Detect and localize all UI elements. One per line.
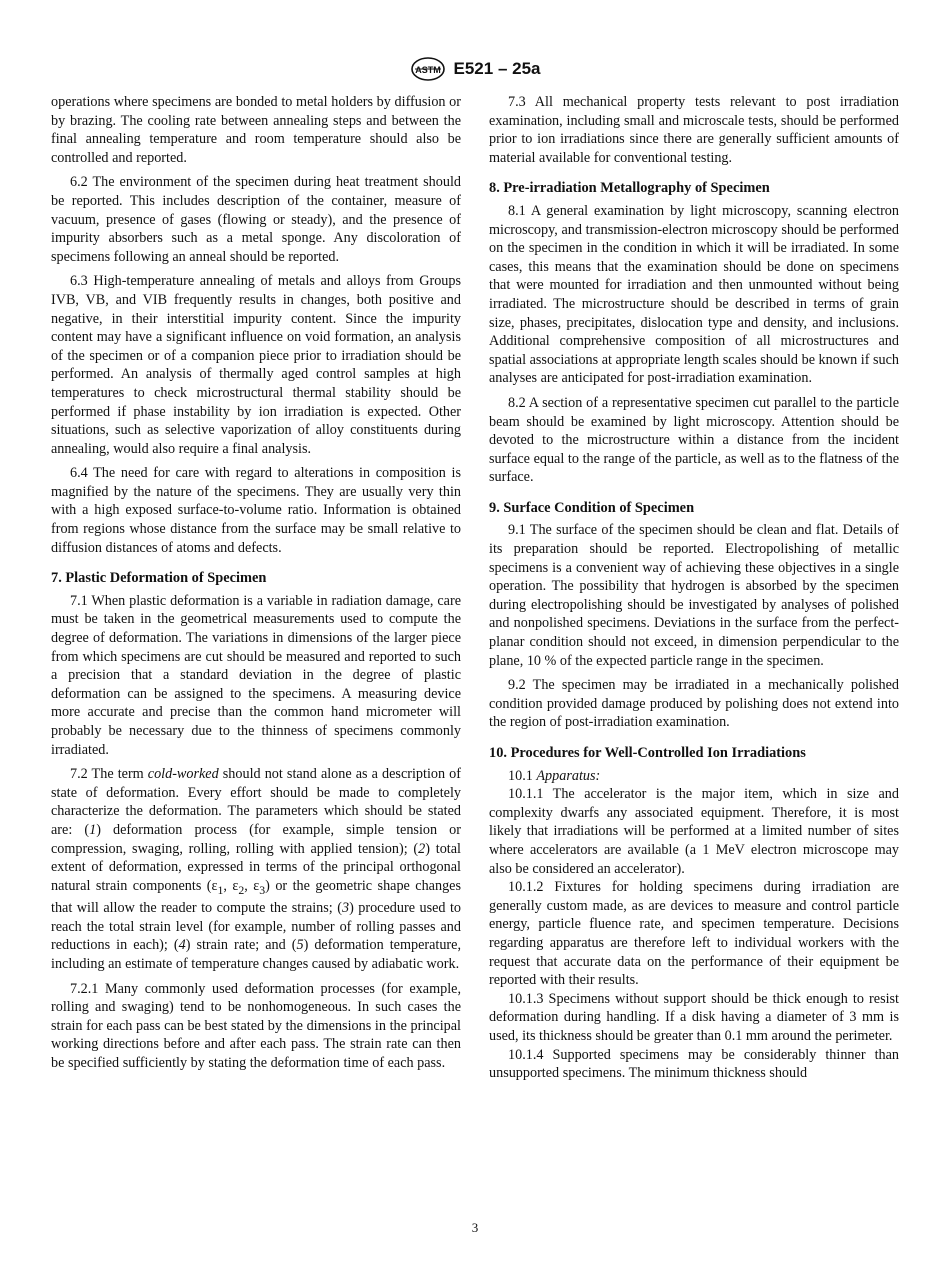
paragraph-6-1-continued: operations where specimens are bonded to metal holders by diffusion or by brazing. The cooling rate between annealing steps and between the final annealing temperature and room temperature should also be controlled and reported. bbox=[51, 94, 461, 166]
section-heading-8: 8. Pre-irradiation Metallography of Specimen bbox=[489, 180, 770, 197]
paragraph-7-1: 7.1 When plastic deformation is a variable in radiation damage, care must be taken in the geometrical measurements used to compute the degree of deformation. The variations in dimensions of the larger piece from which specimens are cut should be measured and reported to such a precision that a standard deviation in the degree of plastic deformation can be assigned to the specimens. A measuring device more accurate and precise than the common hand micrometer will probably be necessary due to the thinness of specimens commonly irradiated. bbox=[51, 592, 461, 758]
section-heading-10: 10. Procedures for Well-Controlled Ion Irradiations bbox=[489, 745, 806, 761]
paragraph-8-2: 8.2 A section of a representative specimen cut parallel to the particle beam should be examined by light microscopy. Attention should be devoted to the microstructure within a distance from the incident surface equal to the range of the particle, as well as to the flatness of the surface. bbox=[489, 394, 899, 486]
document-designation: E521 – 25a bbox=[453, 59, 541, 78]
paragraph-9-2: 9.2 The specimen may be irradiated in a mechanically polished condition provided damage produced by polishing does not extend into the region of post-irradiation examination. bbox=[489, 677, 899, 731]
astm-logo-text: ASTM bbox=[414, 65, 441, 75]
paragraph-6-3: 6.3 High-temperature annealing of metals and alloys from Groups IVB, VB, and VIB frequently results in changes, both positive and negative, in their interstitial impurity content. Since the impurity content may have a significant influence on void formation, an analysis of the specimen or of a companion piece prior to irradiation should be performed. An analysis of thermally aged control samples at high temperatures to check microstructural thermal stability should be performed if phase instability by ion irradiation is expected. Other situations, such as selective vaporization of alloy constituents during annealing, would also require a final analysis. bbox=[51, 273, 461, 457]
paragraph-10-1-1: 10.1.1 The accelerator is the major item, which in size and complexity dwarfs any associated equipment. Therefore, it is most likely that irradiations will be performed at a limited number of sites where accelerators are available (a 1 MeV electron microscope may also be considered an accelerator). bbox=[489, 786, 899, 877]
left-column bbox=[51, 93, 461, 1073]
paragraph-7-3: 7.3 All mechanical property tests relevant to post irradiation examination, including small and microscale tests, should be performed prior to ion irradiations since there are generally sufficient amounts of material available for conventional testing. bbox=[489, 94, 899, 166]
paragraph-6-2: 6.2 The environment of the specimen during heat treatment should be reported. This includes description of the container, measure of vacuum, presence of gases (flowing or steady), and the presence of impurity absorbers such as a metal sponge. Any discoloration of specimens following an anneal should be reported. bbox=[51, 174, 461, 265]
paragraph-10-1-4: 10.1.4 Supported specimens may be considerably thinner than unsupported specimens. The minimum thickness should bbox=[489, 1046, 899, 1082]
term-cold-worked: cold-worked bbox=[147, 766, 219, 783]
astm-logo-icon bbox=[410, 56, 446, 82]
paragraph-9-1: 9.1 The surface of the specimen should be clean and flat. Details of its preparation should be reported. Electropolishing of metallic specimens is a convenient way of achieving these objectives in a single operation. The possibility that hydrogen is absorbed by the specimen during electropolishing should be investigated by analyses of polished and nonpolished specimens. Deviations in the surface from the perfect-planar condition should not exceed, in dimension perpendicular to the plane, 10 % of the expected particle range in the specimen. bbox=[489, 522, 899, 669]
paragraph-7-2: 7.2 The term cold-worked should not stand alone as a description of state of deformation. Every effort should be made to completely characterize the deformation. The parameters which should be stated are: (1) deformation process (for example, simple tension or compression, swaging, rolling, rolling with applied tension); (2) total extent of deformation, expressed in terms of the principal orthogonal natural strain components ($\varepsilon_1$, $\varepsilon_2$, $\varepsilon_3$) or the geometric shape changes that will allow the reader to compute the strains; (3) procedure used to reach the total strain level (for example, number of rolling passes and reductions in each); (4) strain rate; and (5) deformation temperature, including an estimate of temperature changes caused by adiabatic work. bbox=[51, 766, 462, 972]
paragraph-7-2-1: 7.2.1 Many commonly used deformation processes (for example, rolling and swaging) tend to be nonhomogeneous. In such cases the strain for each pass can be best stated by the dimensions in the principal working directions before and after each pass. The strain rate can then be specified sufficiently by stating the deformation time of each pass. bbox=[51, 980, 461, 1071]
section-heading-7: 7. Plastic Deformation of Specimen bbox=[51, 570, 267, 587]
page-header bbox=[0, 56, 950, 84]
paragraph-8-1: 8.1 A general examination by light microscopy, scanning electron microscopy, and transmission-electron microscopy should be performed on the specimen in the condition in which it will be irradiated. In some cases, this means that the examination should be done on specimens that were mounted for irradiation and then unmounted without being irradiated. The microstructure should be described in terms of grain size, phases, precipitates, dislocation type and density, and inclusions. Additional comprehensive composition of all microstructures and spatial associations at appropriate length scales should be known if such analyses are anticipated for post-irradiation examination. bbox=[489, 202, 899, 387]
paragraph-10-1-2: 10.1.2 Fixtures for holding specimens during irradiation are generally custom made, as are devices to measure and control particle energy, particle fluence rate, and specimen temperature. Decisions regarding apparatus are therefore left to individual workers with the request that accurate data on the performance of their equipment be reported with their results. bbox=[489, 879, 899, 989]
right-column bbox=[489, 93, 899, 1083]
paragraph-10-1-3: 10.1.3 Specimens without support should be thick enough to resist deformation during handling. If a disk having a diameter of 3 mm is used, its thickness should be greater than 0.1 mm around the perimeter. bbox=[489, 990, 899, 1044]
section-heading-9: 9. Surface Condition of Specimen bbox=[489, 499, 695, 516]
page-number: 3 bbox=[471, 1220, 479, 1235]
paragraph-10-1: 10.1 Apparatus: bbox=[508, 767, 601, 784]
paragraph-6-4: 6.4 The need for care with regard to alterations in composition is magnified by the nature of the specimens. They are usually very thin with a high exposed surface-to-volume ratio. Information is obtained from regions whose distance from the surface may be small relative to diffusion distances of atoms and defects. bbox=[51, 465, 461, 556]
